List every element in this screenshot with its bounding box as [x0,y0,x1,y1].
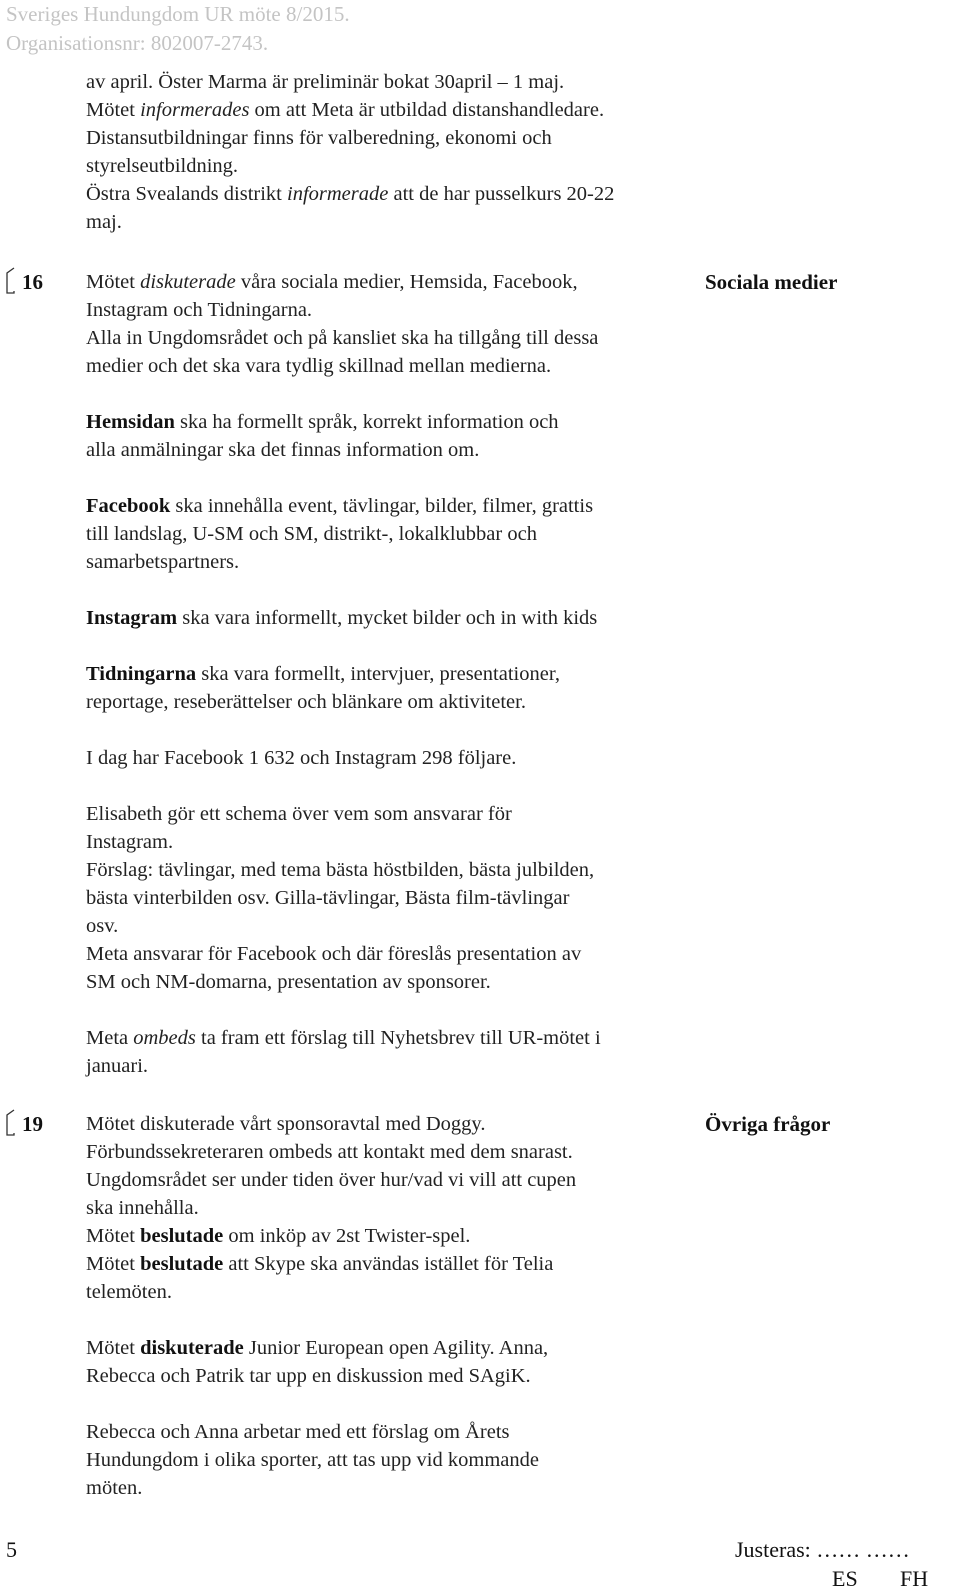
intro-line-5: Östra Svealands distrikt informerade att de har pusselkurs 20-22 [86,183,615,205]
sec19-line-5: Mötet beslutade om inköp av 2st Twister-spel. [86,1225,471,1247]
intro-line-4: styrelseutbildning. [86,155,239,177]
forslag-line-3: osv. [86,915,119,937]
section-number-16: 16 [22,270,43,294]
intro-line-3: Distansutbildningar finns för valberedning, ekonomi och [86,127,552,149]
rebecca-line-3: möten. [86,1477,143,1499]
sec19-line-1: Mötet diskuterade vårt sponsoravtal med Doggy. [86,1113,486,1135]
facebook-line-1: Facebook ska innehålla event, tävlingar, bilder, filmer, grattis [86,495,594,517]
paragraph-marker-icon [4,1108,22,1136]
follower-stats: I dag har Facebook 1 632 och Instagram 298 följare. [86,747,517,769]
document-header [6,0,350,58]
sec19-line-2: Förbundssekreteraren ombeds att kontakt med dem snarast. [86,1141,573,1163]
bold-term: Tidningarna [86,663,197,685]
hemsidan-line-2: alla anmälningar ska det finnas information om. [86,439,480,461]
initials-fh: FH [900,1566,929,1591]
section-heading-sociala-medier: Sociala medier [705,270,838,294]
forslag-line-1: Förslag: tävlingar, med tema bästa höstbilden, bästa julbilden, [86,859,595,881]
rebecca-line-2: Hundungdom i olika sporter, att tas upp vid kommande [86,1449,539,1471]
emphasis: ombeds [133,1027,196,1049]
justeras-label: Justeras: …… …… [735,1537,910,1562]
sec16-line-4: medier och det ska vara tydlig skillnad mellan medierna. [86,355,552,377]
sec16-line-2: Instagram och Tidningarna. [86,299,313,321]
elisabeth-line-1: Elisabeth gör ett schema över vem som ansvarar för [86,803,512,825]
meta-line-1: Meta ansvarar för Facebook och där föreslås presentation av [86,943,582,965]
header-org-name: Sveriges Hundungdom UR möte 8/2015. [6,2,350,26]
bold-term: Hemsidan [86,411,175,433]
bold-term: Instagram [86,607,178,629]
intro-line-2: Mötet informerades om att Meta är utbildad distanshandledare. [86,99,605,121]
instagram-line-1: Instagram ska vara informellt, mycket bilder och in with kids [86,607,598,629]
forslag-line-2: bästa vinterbilden osv. Gilla-tävlingar, Bästa film-tävlingar [86,887,570,909]
header-org-number: Organisationsnr: 802007-2743. [6,31,269,55]
rebecca-line-1: Rebecca och Anna arbetar med ett förslag om Årets [86,1421,510,1443]
bold-term: beslutade [140,1225,224,1247]
bold-term: diskuterade [140,1337,244,1359]
emphasis: informerades [140,99,250,121]
elisabeth-line-2: Instagram. [86,831,174,853]
sec16-line-1: Mötet diskuterade våra sociala medier, Hemsida, Facebook, [86,271,578,293]
ombeds-line-2: januari. [86,1055,149,1077]
junior-line-1: Mötet diskuterade Junior European open Agility. Anna, [86,1337,549,1359]
facebook-line-2: till landslag, U-SM och SM, distrikt-, lokalklubbar och [86,523,537,545]
intro-line-1: av april. Öster Marma är preliminär bokat 30april – 1 maj. [86,71,565,93]
section-heading-ovriga-fragor: Övriga frågor [705,1112,831,1136]
section-number-19: 19 [22,1112,43,1136]
tidningarna-line-2: reportage, reseberättelser och blänkare om aktiviteter. [86,691,526,713]
bold-term: Facebook [86,495,171,517]
sec19-line-4: ska innehålla. [86,1197,199,1219]
sec19-line-3: Ungdomsrådet ser under tiden över hur/vad vi vill att cupen [86,1169,577,1191]
sec19-line-7: telemöten. [86,1281,172,1303]
paragraph-marker-icon [4,266,22,294]
emphasis: diskuterade [140,271,236,293]
initials-es: ES [832,1566,858,1591]
junior-line-2: Rebecca och Patrik tar upp en diskussion med SAgiK. [86,1365,531,1387]
sec19-line-6: Mötet beslutade att Skype ska användas istället för Telia [86,1253,554,1275]
ombeds-line-1: Meta ombeds ta fram ett förslag till Nyhetsbrev till UR-mötet i [86,1027,601,1049]
intro-line-6: maj. [86,211,122,233]
sec16-line-3: Alla in Ungdomsrådet och på kansliet ska ha tillgång till dessa [86,327,599,349]
hemsidan-line-1: Hemsidan ska ha formellt språk, korrekt information och [86,411,559,433]
tidningarna-line-1: Tidningarna ska vara formellt, intervjuer, presentationer, [86,663,560,685]
emphasis: informerade [287,183,389,205]
facebook-line-3: samarbetspartners. [86,551,240,573]
bold-term: beslutade [140,1253,224,1275]
meta-line-2: SM och NM-domarna, presentation av sponsorer. [86,971,491,993]
page-number: 5 [6,1537,17,1562]
